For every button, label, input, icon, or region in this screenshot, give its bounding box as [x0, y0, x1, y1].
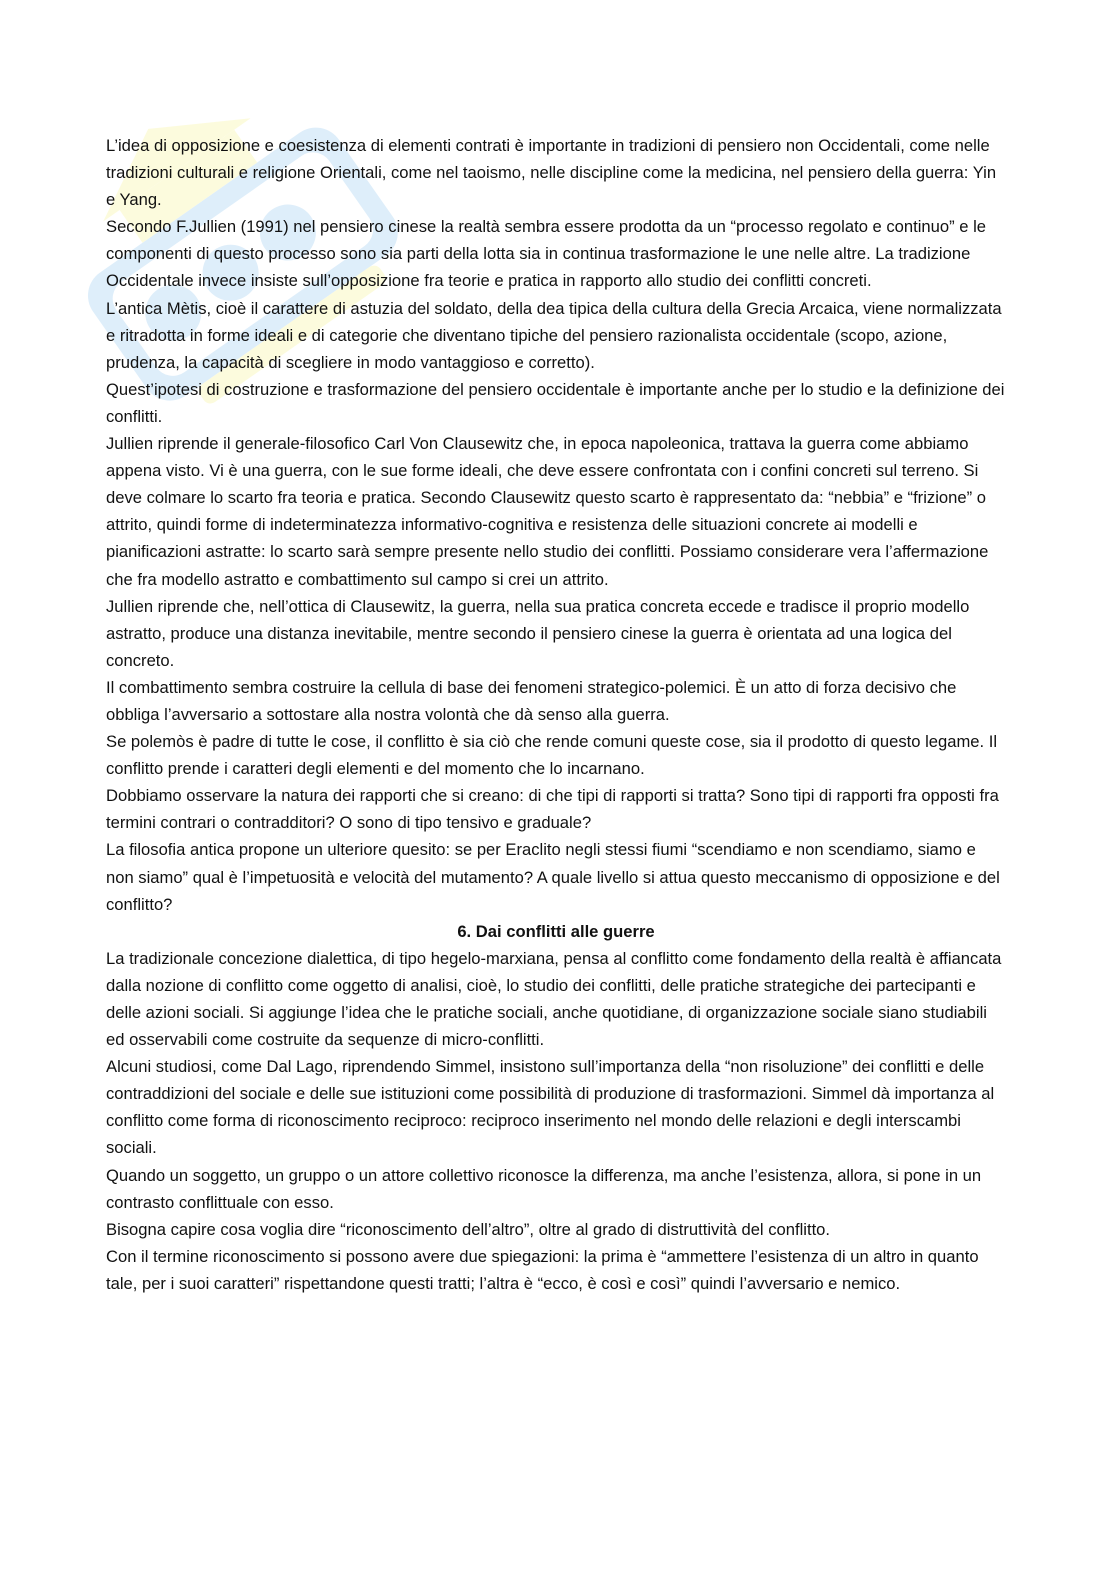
paragraph: Se polemòs è padre di tutte le cose, il conflitto è sia ciò che rende comuni queste cose, sia il prodotto di questo legame. Il conflitto prende i caratteri degli elementi e del momento che lo incarnano.	[106, 732, 998, 779]
paragraph: Quest’ipotesi di costruzione e trasformazione del pensiero occidentale è importante anche per lo studio e la definizione dei conflitti.	[106, 379, 1005, 426]
paragraph: La tradizionale concezione dialettica, di tipo hegelo-marxiana, pensa al conflitto come fondamento della realtà è affiancata dalla nozione di conflitto come oggetto di analisi, cioè, lo studio dei conflitti, delle pratiche strategiche dei partecipanti e delle azioni sociali. Si aggiunge l’idea che le pratiche sociali, anche quotidiane, di organizzazione sociale siano studiabili ed osservabili come costruite da sequenze di micro-conflitti.	[106, 948, 1002, 1050]
paragraph: Con il termine riconoscimento si possono avere due spiegazioni: la prima è “ammettere l’esistenza di un altro in quanto tale, per i suoi caratteri” rispettandone questi tratti; l’altra è “ecco, è così e così” quindi l’avversario e nemico.	[106, 1246, 979, 1293]
paragraph: Bisogna capire cosa voglia dire “riconoscimento dell’altro”, oltre al grado di distruttività del conflitto.	[106, 1219, 831, 1239]
document-body	[106, 132, 1006, 1297]
paragraph: Jullien riprende che, nell’ottica di Clausewitz, la guerra, nella sua pratica concreta eccede e tradisce il proprio modello astratto, produce una distanza inevitabile, mentre secondo il pensiero cinese la guerra è orientata ad una logica del concreto.	[106, 596, 970, 670]
paragraph: Quando un soggetto, un gruppo o un attore collettivo riconosce la differenza, ma anche l’esistenza, allora, si pone in un contrasto conflittuale con esso.	[106, 1165, 982, 1212]
section-heading: 6. Dai conflitti alle guerre	[457, 921, 655, 941]
paragraph: Secondo F.Jullien (1991) nel pensiero cinese la realtà sembra essere prodotta da un “processo regolato e continuo” e le componenti di questo processo sono sia parti della lotta sia in continua trasformazione le une nelle altre. La tradizione Occidentale invece insiste sull’opposizione fra teorie e pratica in rapporto allo studio dei conflitti concreti.	[106, 217, 986, 291]
paragraph: La filosofia antica propone un ulteriore quesito: se per Eraclito negli stessi fiumi “scendiamo e non scendiamo, siamo e non siamo” qual è l’impetuosità e velocità del mutamento? A quale livello si attua questo meccanismo di opposizione e del conflitto?	[106, 840, 1000, 914]
paragraph: Jullien riprende il generale-filosofico Carl Von Clausewitz che, in epoca napoleonica, trattava la guerra come abbiamo appena visto. Vi è una guerra, con le sue forme ideali, che deve essere confrontata con i confini concreti sul terreno. Si deve colmare lo scarto fra teoria e pratica. Secondo Clausewitz questo scarto è rappresentato da: “nebbia” e “frizione” o attrito, quindi forme di indeterminatezza informativo-cognitiva e resistenza delle situazioni concrete ai modelli e pianificazioni astratte: lo scarto sarà sempre presente nello studio dei conflitti. Possiamo considerare vera l’affermazione che fra modello astratto e combattimento sul campo si crei un attrito.	[106, 434, 989, 589]
paragraph: L’idea di opposizione e coesistenza di elementi contrati è importante in tradizioni di pensiero non Occidentali, come nelle tradizioni culturali e religione Orientali, come nel taoismo, nelle discipline come la medicina, nel pensiero della guerra: Yin e Yang.	[106, 136, 997, 210]
paragraph: Dobbiamo osservare la natura dei rapporti che si creano: di che tipi di rapporti si tratta? Sono tipi di rapporti fra opposti fra termini contrari o contradditori? O sono di tipo tensivo e graduale?	[106, 786, 999, 833]
paragraph: Alcuni studiosi, come Dal Lago, riprendendo Simmel, insistono sull’importanza della “non risoluzione” dei conflitti e delle contraddizioni del sociale e delle sue istituzioni come possibilità di produzione di trasformazioni. Simmel dà importanza al conflitto come forma di riconoscimento reciproco: reciproco inserimento nel mondo delle relazioni e degli interscambi sociali.	[106, 1057, 995, 1158]
paragraph: Il combattimento sembra costruire la cellula di base dei fenomeni strategico-polemici. È un atto di forza decisivo che obbliga l’avversario a sottostare alla nostra volontà che dà senso alla guerra.	[106, 677, 957, 724]
paragraph: L’antica Mètis, cioè il carattere di astuzia del soldato, della dea tipica della cultura della Grecia Arcaica, viene normalizzata e ritradotta in forme ideali e di categorie che diventano tipiche del pensiero razionalista occidentale (scopo, azione, prudenza, la capacità di scegliere in modo vantaggioso e corretto).	[106, 298, 1002, 372]
